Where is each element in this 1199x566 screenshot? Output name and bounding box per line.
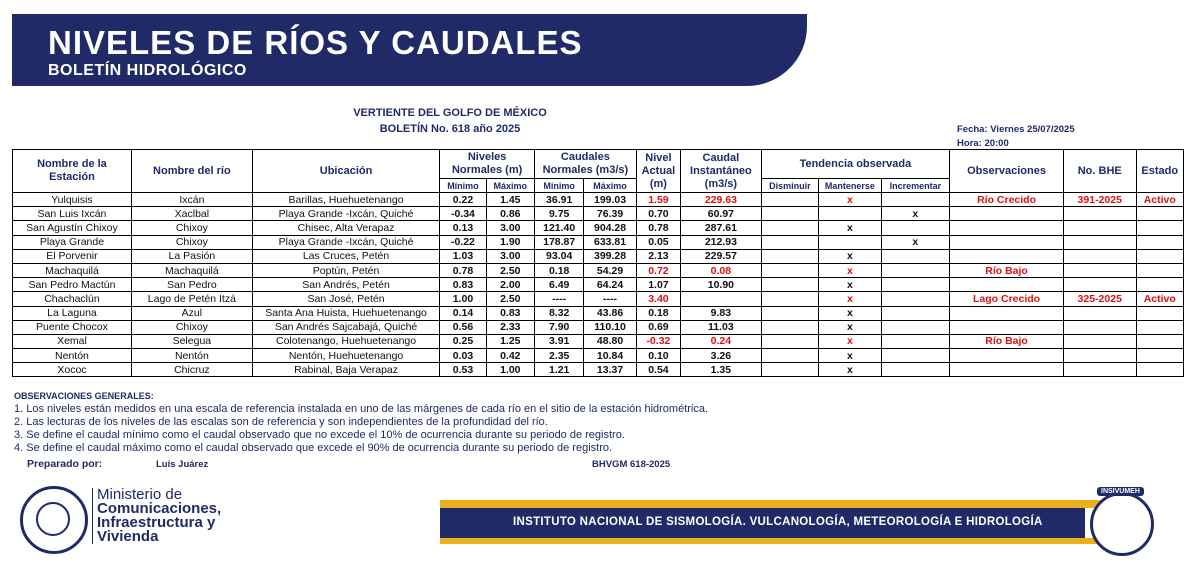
cell-obs: [950, 306, 1064, 320]
cell-nivel: 1.59: [636, 193, 680, 207]
cell-estado: [1136, 263, 1183, 277]
general-notes: [14, 390, 708, 455]
cell-estacion: Xococ: [13, 363, 132, 377]
cell-nmax: 2.50: [486, 292, 534, 306]
cell-ubicacion: Playa Grande -Ixcán, Quiché: [252, 235, 439, 249]
cell-nivel: 0.78: [636, 221, 680, 235]
cell-inc: [881, 306, 950, 320]
cell-obs: [950, 349, 1064, 363]
cell-nmin: 0.56: [440, 320, 486, 334]
cell-estacion: Playa Grande: [13, 235, 132, 249]
cell-inc: x: [881, 235, 950, 249]
cell-man: x: [819, 278, 881, 292]
cell-ubicacion: Rabinal, Baja Verapaz: [252, 363, 439, 377]
cell-inc: [881, 249, 950, 263]
cell-estado: [1136, 363, 1183, 377]
col-niveles-max: Máximo: [486, 179, 534, 193]
cell-dis: [761, 193, 818, 207]
cell-estado: [1136, 320, 1183, 334]
cell-nivel: 0.05: [636, 235, 680, 249]
cell-nmin: 0.03: [440, 349, 486, 363]
cell-nmin: 1.03: [440, 249, 486, 263]
cell-rio: Selegua: [131, 334, 252, 348]
cell-inc: [881, 334, 950, 348]
cell-man: x: [819, 320, 881, 334]
col-caudales-max: Máximo: [584, 179, 636, 193]
ministry-line: Vivienda: [97, 528, 159, 545]
bulletin-number: BOLETÍN No. 618 año 2025: [379, 123, 521, 135]
cell-estacion: San Luis Ixcán: [13, 207, 132, 221]
cell-cmin: 121.40: [534, 221, 583, 235]
cell-nmin: 0.22: [440, 193, 486, 207]
col-mantenerse: Mantenerse: [819, 179, 881, 193]
cell-inc: [881, 221, 950, 235]
page-title: NIVELES DE RÍOS Y CAUDALES: [48, 24, 583, 61]
cell-inc: [881, 263, 950, 277]
cell-caudal: 0.24: [681, 334, 762, 348]
cell-inc: [881, 363, 950, 377]
cell-obs: [950, 207, 1064, 221]
cell-cmin: 178.87: [534, 235, 583, 249]
cell-rio: Machaquilá: [131, 263, 252, 277]
cell-cmax: 633.81: [584, 235, 636, 249]
prepared-by-name: Luis Juárez: [156, 459, 209, 470]
cell-cmin: 8.32: [534, 306, 583, 320]
cell-obs: Río Bajo: [950, 263, 1064, 277]
cell-cmin: 1.21: [534, 363, 583, 377]
cell-nmax: 1.90: [486, 235, 534, 249]
table-row: [13, 320, 1184, 334]
cell-nmax: 3.00: [486, 249, 534, 263]
cell-ubicacion: Colotenango, Huehuetenango: [252, 334, 439, 348]
cell-estado: [1136, 334, 1183, 348]
cell-cmax: 10.84: [584, 349, 636, 363]
cell-cmax: 48.80: [584, 334, 636, 348]
table-row: [13, 193, 1184, 207]
cell-cmin: 9.75: [534, 207, 583, 221]
cell-obs: Río Crecido: [950, 193, 1064, 207]
col-caudal-instantaneo: Caudal Instantáneo (m3/s): [681, 150, 762, 193]
cell-nmax: 0.83: [486, 306, 534, 320]
cell-man: x: [819, 334, 881, 348]
cell-cmax: 110.10: [584, 320, 636, 334]
table-row: [13, 235, 1184, 249]
cell-nmax: 0.42: [486, 349, 534, 363]
cell-bhe: [1063, 320, 1136, 334]
cell-bhe: [1063, 235, 1136, 249]
cell-ubicacion: Santa Ana Huista, Huehuetenango: [252, 306, 439, 320]
cell-estacion: La Laguna: [13, 306, 132, 320]
cell-dis: [761, 249, 818, 263]
table-row: [13, 278, 1184, 292]
bulletin-code: BHVGM 618-2025: [592, 459, 671, 470]
cell-cmin: 36.91: [534, 193, 583, 207]
col-observaciones: Observaciones: [950, 150, 1064, 193]
ministry-logo: [92, 488, 221, 544]
cell-dis: [761, 235, 818, 249]
title-banner: [12, 14, 807, 86]
cell-man: x: [819, 249, 881, 263]
cell-obs: [950, 363, 1064, 377]
cell-rio: Chixoy: [131, 320, 252, 334]
cell-bhe: [1063, 349, 1136, 363]
cell-caudal: 1.35: [681, 363, 762, 377]
cell-cmax: 54.29: [584, 263, 636, 277]
ministry-line: Ministerio de: [97, 486, 183, 503]
cell-man: [819, 235, 881, 249]
col-caudales-min: Mínimo: [534, 179, 583, 193]
cell-rio: Ixcán: [131, 193, 252, 207]
cell-estado: [1136, 235, 1183, 249]
col-niveles: Niveles Normales (m): [440, 150, 535, 179]
cell-caudal: 60.97: [681, 207, 762, 221]
cell-nmax: 3.00: [486, 221, 534, 235]
col-tendencia: Tendencia observada: [761, 150, 949, 179]
footer-gold-stripe: [440, 500, 1100, 508]
cell-rio: La Pasión: [131, 249, 252, 263]
vertiente-title: VERTIENTE DEL GOLFO DE MÉXICO: [353, 107, 547, 119]
cell-rio: Chixoy: [131, 235, 252, 249]
cell-nmin: 0.25: [440, 334, 486, 348]
cell-rio: Nentón: [131, 349, 252, 363]
cell-ubicacion: Nentón, Huehuetenango: [252, 349, 439, 363]
col-bhe: No. BHE: [1063, 150, 1136, 193]
prepared-by-label: Preparado por:: [27, 458, 103, 470]
cell-caudal: 287.61: [681, 221, 762, 235]
col-ubicacion: Ubicación: [252, 150, 439, 193]
cell-estacion: El Porvenir: [13, 249, 132, 263]
cell-nmin: 0.13: [440, 221, 486, 235]
cell-caudal: 10.90: [681, 278, 762, 292]
cell-nivel: -0.32: [636, 334, 680, 348]
cell-nmin: 0.14: [440, 306, 486, 320]
cell-dis: [761, 306, 818, 320]
notes-heading: OBSERVACIONES GENERALES:: [14, 391, 154, 401]
cell-bhe: 325-2025: [1063, 292, 1136, 306]
note-item: 2. Las lecturas de los niveles de las escalas son de referencia y son independientes de la profundidad del río.: [14, 416, 548, 428]
ministry-line: Infraestructura y: [97, 514, 216, 531]
cell-cmin: 93.04: [534, 249, 583, 263]
cell-obs: [950, 235, 1064, 249]
table-row: [13, 306, 1184, 320]
table-row: [13, 349, 1184, 363]
cell-obs: [950, 278, 1064, 292]
cell-cmax: 76.39: [584, 207, 636, 221]
cell-nivel: 1.07: [636, 278, 680, 292]
cell-obs: [950, 320, 1064, 334]
cell-bhe: [1063, 363, 1136, 377]
col-rio: Nombre del río: [131, 150, 252, 193]
cell-cmin: 2.35: [534, 349, 583, 363]
ministry-line: Comunicaciones,: [97, 500, 222, 517]
cell-nmax: 2.50: [486, 263, 534, 277]
cell-caudal: [681, 292, 762, 306]
cell-obs: [950, 221, 1064, 235]
table-row: [13, 334, 1184, 348]
cell-nivel: 0.10: [636, 349, 680, 363]
cell-inc: [881, 193, 950, 207]
cell-estado: [1136, 249, 1183, 263]
guatemala-seal-icon: [20, 486, 88, 554]
cell-inc: [881, 278, 950, 292]
cell-nmax: 2.33: [486, 320, 534, 334]
cell-caudal: 212.93: [681, 235, 762, 249]
cell-man: [819, 207, 881, 221]
cell-dis: [761, 207, 818, 221]
cell-rio: Xaclbal: [131, 207, 252, 221]
table-row: [13, 207, 1184, 221]
cell-bhe: [1063, 334, 1136, 348]
cell-inc: x: [881, 207, 950, 221]
cell-caudal: 0.08: [681, 263, 762, 277]
cell-cmax: ----: [584, 292, 636, 306]
cell-caudal: 3.26: [681, 349, 762, 363]
cell-estado: Activo: [1136, 292, 1183, 306]
cell-dis: [761, 349, 818, 363]
cell-nmin: -0.34: [440, 207, 486, 221]
cell-nmin: 0.83: [440, 278, 486, 292]
cell-bhe: [1063, 221, 1136, 235]
cell-nivel: 0.72: [636, 263, 680, 277]
cell-estado: [1136, 207, 1183, 221]
cell-caudal: 11.03: [681, 320, 762, 334]
river-levels-table: [12, 149, 1184, 377]
cell-estacion: San Pedro Mactún: [13, 278, 132, 292]
cell-cmin: ----: [534, 292, 583, 306]
cell-caudal: 229.57: [681, 249, 762, 263]
cell-nmax: 1.00: [486, 363, 534, 377]
cell-bhe: [1063, 278, 1136, 292]
cell-estacion: Nentón: [13, 349, 132, 363]
cell-inc: [881, 292, 950, 306]
cell-cmax: 13.37: [584, 363, 636, 377]
cell-ubicacion: Playa Grande -Ixcán, Quiché: [252, 207, 439, 221]
table-row: [13, 363, 1184, 377]
cell-rio: Azul: [131, 306, 252, 320]
col-disminuir: Disminuir: [761, 179, 818, 193]
cell-nmax: 0.86: [486, 207, 534, 221]
cell-nivel: 0.70: [636, 207, 680, 221]
cell-inc: [881, 320, 950, 334]
table-row: [13, 249, 1184, 263]
col-estacion: Nombre de la Estación: [13, 150, 132, 193]
cell-caudal: 229.63: [681, 193, 762, 207]
cell-ubicacion: Poptún, Petén: [252, 263, 439, 277]
cell-dis: [761, 334, 818, 348]
table-row: [13, 263, 1184, 277]
cell-cmin: 7.90: [534, 320, 583, 334]
cell-bhe: [1063, 306, 1136, 320]
col-incrementar: Incrementar: [881, 179, 950, 193]
cell-nmax: 1.45: [486, 193, 534, 207]
cell-nmin: -0.22: [440, 235, 486, 249]
cell-bhe: [1063, 207, 1136, 221]
bulletin-time: Hora: 20:00: [957, 138, 1009, 149]
table-row: [13, 292, 1184, 306]
col-caudales: Caudales Normales (m3/s): [534, 150, 636, 179]
cell-dis: [761, 363, 818, 377]
cell-cmin: 0.18: [534, 263, 583, 277]
cell-estado: [1136, 349, 1183, 363]
cell-caudal: 9.83: [681, 306, 762, 320]
cell-dis: [761, 278, 818, 292]
cell-nivel: 0.54: [636, 363, 680, 377]
cell-dis: [761, 221, 818, 235]
cell-rio: San Pedro: [131, 278, 252, 292]
cell-ubicacion: San Andrés, Petén: [252, 278, 439, 292]
cell-estado: [1136, 221, 1183, 235]
cell-estacion: Chachaclún: [13, 292, 132, 306]
insivumeh-logo-icon: [1090, 488, 1154, 556]
cell-cmax: 43.86: [584, 306, 636, 320]
col-estado: Estado: [1136, 150, 1183, 193]
cell-cmax: 199.03: [584, 193, 636, 207]
institute-name: INSTITUTO NACIONAL DE SISMOLOGÍA. VULCANOLOGÍA, METEOROLOGÍA E HIDROLOGÍA: [513, 516, 1043, 528]
cell-obs: Río Bajo: [950, 334, 1064, 348]
cell-cmax: 904.28: [584, 221, 636, 235]
cell-ubicacion: San José, Petén: [252, 292, 439, 306]
note-item: 3. Se define el caudal mínimo como el caudal observado que no excede el 10% de ocurrencia durante su periodo de registro.: [14, 429, 625, 441]
cell-man: x: [819, 349, 881, 363]
cell-ubicacion: Las Cruces, Petén: [252, 249, 439, 263]
footer-bar: [440, 508, 1085, 538]
insivumeh-label: INSIVUMEH: [1097, 487, 1144, 496]
cell-nmax: 1.25: [486, 334, 534, 348]
cell-nmax: 2.00: [486, 278, 534, 292]
cell-rio: Chicruz: [131, 363, 252, 377]
cell-cmin: 6.49: [534, 278, 583, 292]
cell-nmin: 0.78: [440, 263, 486, 277]
cell-cmax: 64.24: [584, 278, 636, 292]
cell-bhe: [1063, 249, 1136, 263]
cell-bhe: 391-2025: [1063, 193, 1136, 207]
cell-estacion: San Agustín Chixoy: [13, 221, 132, 235]
cell-man: x: [819, 363, 881, 377]
note-item: 4. Se define el caudal máximo como el caudal observado que excede el 90% de ocurrencia durante su periodo de registro.: [14, 442, 613, 454]
cell-ubicacion: Chisec, Alta Verapaz: [252, 221, 439, 235]
cell-nmin: 1.00: [440, 292, 486, 306]
cell-bhe: [1063, 263, 1136, 277]
cell-estado: [1136, 306, 1183, 320]
cell-ubicacion: San Andrés Sajcabajá, Quiché: [252, 320, 439, 334]
cell-obs: Lago Crecido: [950, 292, 1064, 306]
cell-estacion: Xemal: [13, 334, 132, 348]
cell-cmin: 3.91: [534, 334, 583, 348]
cell-nivel: 3.40: [636, 292, 680, 306]
cell-inc: [881, 349, 950, 363]
bulletin-date: Fecha: Viernes 25/07/2025: [957, 124, 1075, 135]
cell-estacion: Puente Chocox: [13, 320, 132, 334]
cell-man: x: [819, 221, 881, 235]
cell-estacion: Machaquilá: [13, 263, 132, 277]
cell-man: x: [819, 292, 881, 306]
cell-man: x: [819, 193, 881, 207]
cell-rio: Chixoy: [131, 221, 252, 235]
col-niveles-min: Mínimo: [440, 179, 486, 193]
col-nivel-actual: Nivel Actual (m): [636, 150, 680, 193]
cell-estacion: Yulquisis: [13, 193, 132, 207]
cell-cmax: 399.28: [584, 249, 636, 263]
cell-obs: [950, 249, 1064, 263]
table-row: [13, 221, 1184, 235]
cell-rio: Lago de Petén Itzá: [131, 292, 252, 306]
cell-estado: [1136, 278, 1183, 292]
cell-nivel: 2.13: [636, 249, 680, 263]
cell-estado: Activo: [1136, 193, 1183, 207]
cell-man: x: [819, 306, 881, 320]
cell-dis: [761, 292, 818, 306]
cell-dis: [761, 320, 818, 334]
cell-ubicacion: Barillas, Huehuetenango: [252, 193, 439, 207]
footer-gold-stripe-bottom: [440, 538, 1100, 544]
note-item: 1. Los niveles están medidos en una escala de referencia instalada en uno de las márgenes de cada río en el sitio de la estación hidrométrica.: [14, 403, 709, 415]
cell-dis: [761, 263, 818, 277]
cell-nivel: 0.18: [636, 306, 680, 320]
page-subtitle: BOLETÍN HIDROLÓGICO: [48, 62, 247, 79]
cell-man: x: [819, 263, 881, 277]
cell-nmin: 0.53: [440, 363, 486, 377]
cell-nivel: 0.69: [636, 320, 680, 334]
